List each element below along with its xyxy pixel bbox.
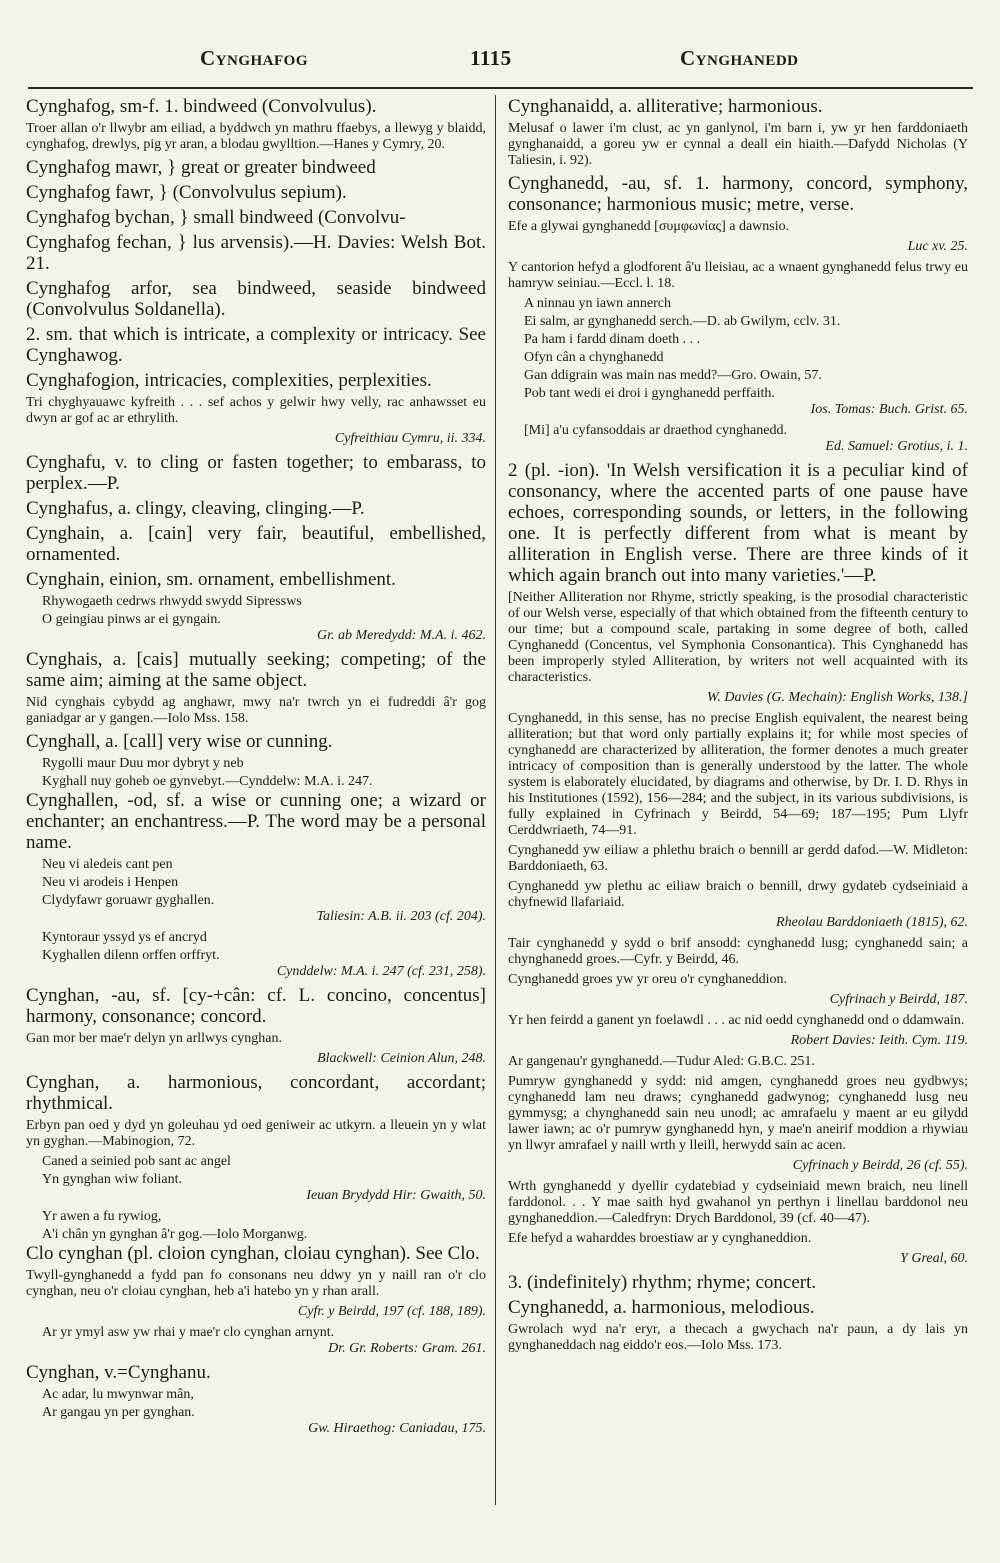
- verse-line: Clydyfawr goruawr gyghallen.: [42, 893, 215, 908]
- verse-line: Ar yr ymyl asw yw rhai y mae'r clo cynghan arnynt.: [42, 1325, 335, 1340]
- verse-line: Pa ham i fardd dinam doeth . . .: [524, 332, 701, 347]
- dictionary-entry: Cynghafu, v. to cling or fasten together; to embarass, to perplex.—P.: [26, 452, 486, 494]
- quotation: Cynghanedd yw eiliaw a phlethu braich o bennill ar gerdd dafod.—W. Midleton: Barddoniaeth, 63.: [508, 843, 968, 874]
- citation-source: Gr. ab Meredydd: M.A. i. 462.: [316, 628, 486, 643]
- quotation: Ar gangenau'r gynghanedd.—Tudur Aled: G.B.C. 251.: [508, 1054, 815, 1069]
- dictionary-entry: Cynghais, a. [cais] mutually seeking; competing; of the same aim; aiming at the same object.: [26, 649, 486, 691]
- dictionary-entry: Cynghain, a. [cain] very fair, beautiful, embellished, ornamented.: [26, 523, 486, 565]
- running-head: [0, 46, 1000, 76]
- quotation: Gan mor ber mae'r delyn yn arllwys cynghan.: [26, 1031, 282, 1046]
- citation-source: Cyfrinach y Beirdd, 187.: [829, 992, 968, 1007]
- verse-line: Neu vi aledeis cant pen: [42, 857, 173, 872]
- dictionary-entry: Cynghafog fechan, } lus arvensis).—H. Davies: Welsh Bot. 21.: [26, 232, 486, 274]
- quotation: Y cantorion hefyd a glodforent â'u lleisiau, ac a wnaent gynghanedd felus trwy eu hamryw seiniau.—Eccl. l. 18.: [508, 260, 968, 291]
- citation-source: Luc xv. 25.: [907, 239, 968, 254]
- verse-line: Ac adar, lu mwynwar mân,: [42, 1387, 194, 1402]
- verse-line: Kyghallen dilenn orffen orffryt.: [42, 948, 220, 963]
- citation-source: Blackwell: Ceinion Alun, 248.: [317, 1051, 486, 1066]
- citation-source: Rheolau Barddoniaeth (1815), 62.: [776, 915, 968, 930]
- verse-line: Yn gynghan wiw foliant.: [42, 1172, 182, 1187]
- citation-source: Dr. Gr. Roberts: Gram. 261.: [328, 1341, 486, 1356]
- dictionary-entry: Cynghafog mawr, } great or greater bindweed: [26, 157, 376, 178]
- dictionary-entry: Cynghall, a. [call] very wise or cunning.: [26, 731, 333, 752]
- quotation: Troer allan o'r llwybr am eiliad, a byddwch yn mathru ffaebys, a llewyg y blaidd, cynghafog, drewlys, pig yr aran, a blodau gwylltion.—Hanes y Cymry, 20.: [26, 121, 486, 152]
- citation-source: Cyfreithiau Cymru, ii. 334.: [334, 431, 486, 446]
- verse-line: Pob tant wedi ei droi i gynghanedd perffaith.: [524, 386, 775, 401]
- citation-source: Ieuan Brydydd Hir: Gwaith, 50.: [306, 1188, 486, 1203]
- dictionary-entry: Cynghafog arfor, sea bindweed, seaside bindweed (Convolvulus Soldanella).: [26, 278, 486, 320]
- right-column: [508, 96, 968, 1358]
- verse-line: A ninnau yn iawn annerch: [524, 296, 671, 311]
- dictionary-entry: Cynghafus, a. clingy, cleaving, clinging.—P.: [26, 498, 365, 519]
- verse-line: Rygolli maur Duu mor dybryt y neb: [42, 756, 244, 771]
- verse-line: Ofyn cân a chynghanedd: [524, 350, 664, 365]
- quotation: Efe a glywai gynghanedd [συμφωνίας] a dawnsio.: [508, 219, 790, 234]
- verse-line: Rhywogaeth cedrws rhwydd swydd Sipressws: [42, 594, 302, 609]
- quotation: Efe hefyd a waharddes broestiaw ar y cynghaneddion.: [508, 1231, 812, 1246]
- column-divider: [495, 95, 496, 1505]
- dictionary-entry: Cynghafogion, intricacies, complexities, perplexities.: [26, 370, 432, 391]
- dictionary-entry: Cynghan, -au, sf. [cy-+cân: cf. L. concino, concentus] harmony, consonance; concord.: [26, 985, 486, 1027]
- quotation: Nid cynghais cybydd ag anghawr, mwy na'r twrch yn ei fudreddi â'r gog ganiadgar ar y gangen.—Iolo Mss. 158.: [26, 695, 486, 726]
- quotation: [Neither Alliteration nor Rhyme, strictly speaking, is the prosodial characteristic of our Welsh verse, especially of that which obtained from the fifteenth century to our time; but a compound scale, partaking in some degree of both, called Cynghanedd (Concentus, vel Symphonia Consonantica). This Cynghanedd has been improperly styled Alliteration, by writers not well acquainted with its characteristics.: [508, 590, 968, 685]
- dictionary-entry: Cynghan, a. harmonious, concordant, accordant; rhythmical.: [26, 1072, 486, 1114]
- verse-line: Gan ddigrain was main nas medd?—Gro. Owain, 57.: [524, 368, 822, 383]
- dictionary-entry: Cynghafog bychan, } small bindweed (Convolvu-: [26, 207, 406, 228]
- quotation: Pumryw gynghanedd y sydd: nid amgen, cynghanedd groes neu gydbwys; cynghanedd lam neu draws; cynghanedd gadwynog; cynghanedd lusg neu gymmysg; a chynghanedd sain neu unodl; ac amrafaelu y maent ar eu gilydd lawer iawn; ac o'r pumryw gynghanedd hyn, y mae'n aneirif moddion a rhywiau yn llwyr amrafael y naill wrth y lleill, herwydd sain ac acen.: [508, 1074, 968, 1153]
- citation-source: W. Davies (G. Mechain): English Works, 138.]: [706, 690, 968, 705]
- dictionary-entry: Cynghanedd, -au, sf. 1. harmony, concord, symphony, consonance; harmonious music; metre, verse.: [508, 173, 968, 215]
- verse-line: A'i chân yn gynghan â'r gog.—Iolo Morganwg.: [42, 1227, 308, 1242]
- quotation: Wrth gynghanedd y dyellir cydatebiad y cydseiniaid mewn braich, neu linell farddonol. . . Y mae saith hyd gwahanol yn perthyn i linellau barddonol neu gynghaneddion.—Caledfryn: Drych Barddonol, 39 (cf. 40—47).: [508, 1179, 968, 1226]
- verse-line: Kyghall nuy goheb oe gynvebyt.—Cynddelw: M.A. i. 247.: [42, 774, 373, 789]
- citation-source: Cynddelw: M.A. i. 247 (cf. 231, 258).: [276, 964, 486, 979]
- quotation: Twyll-gynghanedd a fydd pan fo consonans neu ddwy yn y naill ran o'r clo cynghan, neu o'r cloiau cynghan, heb a'i hatebo yn y rhan arall.: [26, 1268, 486, 1299]
- quotation: Erbyn pan oed y dyd yn goleuhau yd oed geniweir ac utkyrn. a lleuein yn y wlat yn gyghan.—Mabinogion, 72.: [26, 1118, 486, 1149]
- dictionary-entry: Cynghain, einion, sm. ornament, embellishment.: [26, 569, 396, 590]
- dictionary-entry: Cynghan, v.=Cynghanu.: [26, 1362, 211, 1383]
- left-column: [26, 96, 486, 1442]
- dictionary-entry: Clo cynghan (pl. cloion cynghan, cloiau cynghan). See Clo.: [26, 1243, 480, 1264]
- dictionary-entry: 3. (indefinitely) rhythm; rhyme; concert.: [508, 1272, 817, 1293]
- citation-source: Cyfrinach y Beirdd, 26 (cf. 55).: [792, 1158, 968, 1173]
- citation-source: Taliesin: A.B. ii. 203 (cf. 204).: [316, 909, 486, 924]
- citation-source: Ed. Samuel: Grotius, i. 1.: [825, 439, 968, 454]
- header-right-word: Cynghanedd: [680, 46, 799, 70]
- quotation: Tair cynghanedd y sydd o brif ansodd: cynghanedd lusg; cynghanedd sain; a chynghanedd groes.—Cyfr. y Beirdd, 46.: [508, 936, 968, 967]
- dictionary-entry: 2. sm. that which is intricate, a complexity or intricacy. See Cynghawog.: [26, 324, 486, 366]
- quotation: Cynghanedd yw plethu ac eiliaw braich o bennill, drwy gydateb cydseiniaid a chyfnewid llafariaid.: [508, 879, 968, 910]
- dictionary-entry: Cynghafog fawr, } (Convolvulus sepium).: [26, 182, 347, 203]
- verse-line: Ar gangau yn per gynghan.: [42, 1405, 195, 1420]
- verse-line: Kyntoraur yssyd ys ef ancryd: [42, 930, 207, 945]
- verse-line: Caned a seinied pob sant ac angel: [42, 1154, 231, 1169]
- quotation: Tri chyghyauawc kyfreith . . . sef achos y gelwir hwy velly, rac anhawsset eu dwyn ar gof ac ar ethrylith.: [26, 395, 486, 426]
- verse-line: Neu vi arodeis i Henpen: [42, 875, 179, 890]
- citation-source: Gw. Hiraethog: Caniadau, 175.: [308, 1421, 486, 1436]
- verse-line: Ei salm, ar gynghanedd serch.—D. ab Gwilym, cclv. 31.: [524, 314, 841, 329]
- header-rule: [28, 87, 973, 89]
- dictionary-entry: Cynghanedd, a. harmonious, melodious.: [508, 1297, 815, 1318]
- verse-line: O geingiau pinws ar ei gyngain.: [42, 612, 221, 627]
- verse-line: [Mi] a'u cyfansoddais ar draethod cynghanedd.: [524, 423, 787, 438]
- quotation: Gwrolach wyd na'r eryr, a thecach a gwychach na'r paun, a dy lais yn gynghaneddach nag eiddo'r eos.—Iolo Mss. 173.: [508, 1322, 968, 1353]
- citation-source: Cyfr. y Beirdd, 197 (cf. 188, 189).: [297, 1304, 486, 1319]
- quotation: Melusaf o lawer i'm clust, ac yn ganlynol, i'm barn i, yw yr hen farddoniaeth gynghanaidd, a goreu yw er cynnal a deall ein hiaith.—Dafydd Nicholas (Y Taliesin, i. 92).: [508, 121, 968, 168]
- citation-source: Y Greal, 60.: [900, 1251, 968, 1266]
- citation-source: Robert Davies: Ieith. Cym. 119.: [790, 1033, 968, 1048]
- header-left-word: Cynghafog: [200, 46, 308, 70]
- verse-line: Yr awen a fu rywiog,: [42, 1209, 162, 1224]
- page-number: 1115: [470, 46, 512, 70]
- dictionary-entry: Cynghallen, -od, sf. a wise or cunning one; a wizard or enchanter; an enchantress.—P. The word may be a personal name.: [26, 790, 486, 853]
- dictionary-entry: Cynghafog, sm-f. 1. bindweed (Convolvulus).: [26, 96, 377, 117]
- citation-source: Ios. Tomas: Buch. Grist. 65.: [810, 402, 968, 417]
- quotation: Yr hen feirdd a ganent yn foelawdl . . . ac nid oedd cynghanedd ond o ddamwain.: [508, 1013, 965, 1028]
- dictionary-entry: Cynghanaidd, a. alliterative; harmonious.: [508, 96, 823, 117]
- dictionary-entry: 2 (pl. -ion). 'In Welsh versification it is a peculiar kind of consonancy, where the accented parts of one pause have echoes, corresponding sounds, or letters, in the following one. It is perfectly different from what is meant by alliteration in English verse. There are three kinds of it which again branch out into many varieties.'—P.: [508, 460, 968, 586]
- quotation: Cynghanedd groes yw yr oreu o'r cynghaneddion.: [508, 972, 787, 987]
- quotation: Cynghanedd, in this sense, has no precise English equivalent, the nearest being alliteration; but that word only partially explains it; for while most species of cynghanedd are characterized by alliteration, the former denotes a much greater intricacy of composition than is generally understood by the latter. The whole system is elaborately elucidated, by diagrams and otherwise, by Dr. I. D. Rhys in his Institutiones (1592), 156—284; and the subject, in its various subdivisions, is fully explained in Cyfrinach y Beirdd, 54—69; 187—195; Pum Llyfr Cerddwriaeth, 74—91.: [508, 711, 968, 838]
